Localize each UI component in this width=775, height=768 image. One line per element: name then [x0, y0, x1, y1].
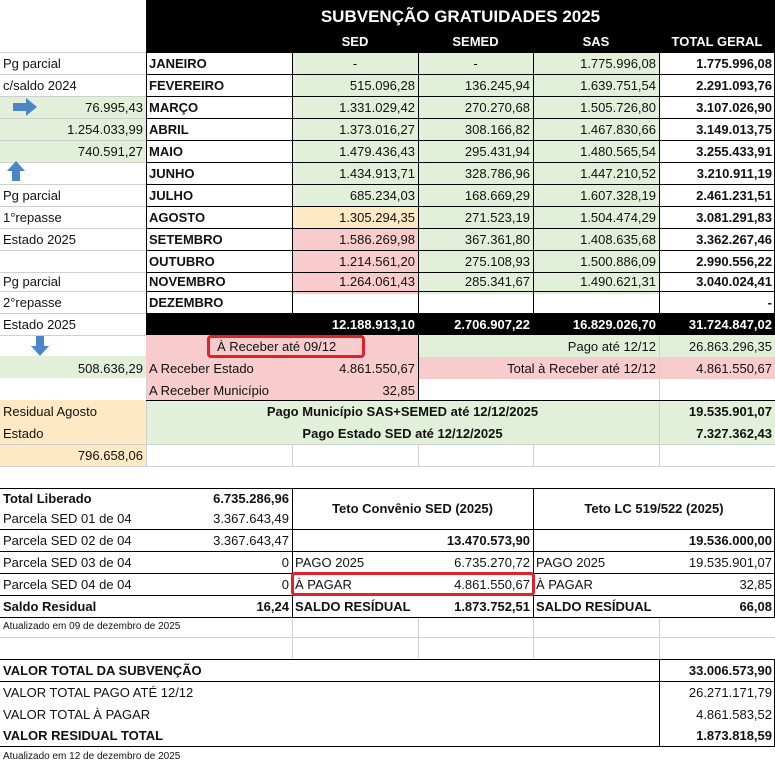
side-note: Pg parcial	[3, 187, 61, 203]
pago-municipio-label: Pago Município SAS+SEMED até 12/12/2025	[266, 403, 539, 419]
month-sed: 1.479.436,43	[339, 143, 415, 159]
col-header-sas: SAS	[582, 33, 610, 49]
month-total: 2.990.556,22	[696, 253, 772, 269]
total-receber-value: 4.861.550,67	[696, 360, 772, 376]
month-sas: 1.480.565,54	[580, 143, 656, 159]
month-sed: 1.331.029,42	[339, 99, 415, 115]
parcela-label: Parcela SED 03 de 04	[3, 554, 132, 570]
month-name: MAIO	[149, 143, 183, 159]
receber-municipio-label: A Receber Município	[149, 382, 269, 398]
month-sed: 1.586.269,98	[339, 231, 415, 247]
total-liberado-label: Total Liberado	[3, 490, 92, 506]
month-semed: 308.166,82	[464, 121, 530, 137]
side-note: 2°repasse	[3, 294, 62, 310]
summary-total-value: 33.006.573,90	[688, 662, 772, 678]
teto-lc-saldo-value: 66,08	[739, 598, 772, 614]
month-sed: 1.264.061,43	[339, 274, 415, 289]
parcela-value: 0	[281, 576, 289, 592]
month-sed: 685.234,03	[349, 187, 415, 203]
teto-sed-apagar-value: 4.861.550,67	[454, 576, 530, 592]
month-sas: 1.639.751,54	[580, 77, 656, 93]
month-sed: 515.096,28	[349, 77, 415, 93]
arrow-down-icon	[30, 335, 50, 357]
teto-sed-pago-label: PAGO 2025	[295, 554, 365, 570]
receber-municipio-value: 32,85	[382, 382, 415, 398]
month-name: DEZEMBRO	[149, 294, 224, 310]
month-total: 1.775.996,08	[696, 55, 772, 71]
month-semed: 367.361,80	[464, 231, 530, 247]
teto-sed-title: Teto Convênio SED (2025)	[332, 501, 493, 516]
month-sas: 1.408.635,68	[580, 231, 656, 247]
side-note: Estado 2025	[3, 316, 77, 332]
month-sas: 1.505.726,80	[580, 99, 656, 115]
teto-sed-value: 13.470.573,90	[446, 532, 530, 548]
teto-lc-apagar-label: À PAGAR	[536, 576, 593, 592]
side-value: 796.658,06	[77, 447, 143, 463]
month-total: -	[767, 294, 772, 310]
month-name: ABRIL	[149, 121, 189, 137]
month-semed: 168.669,29	[464, 187, 530, 203]
summary-pago-label: VALOR TOTAL PAGO ATÉ 12/12	[3, 684, 194, 700]
arrow-right-icon	[12, 97, 38, 117]
receber-label: À Receber até 09/12	[217, 338, 337, 354]
month-name: SETEMBRO	[149, 231, 223, 247]
month-total: 2.461.231,51	[696, 187, 772, 203]
highlight-box	[291, 572, 535, 596]
month-semed: 275.108,93	[464, 253, 530, 269]
month-semed: 295.431,94	[464, 143, 530, 159]
parcela-value: 3.367.643,49	[213, 511, 289, 526]
total-sas: 16.829.026,70	[572, 316, 656, 332]
total-receber-label: Total à Receber até 12/12	[507, 360, 656, 376]
teto-sed-pago-value: 6.735.270,72	[454, 554, 530, 570]
parcela-value: 0	[281, 554, 289, 570]
pago-estado-value: 7.327.362,43	[696, 425, 772, 441]
side-note: Estado 2025	[3, 231, 77, 247]
teto-sed-apagar-label: À PAGAR	[295, 576, 352, 592]
receber-estado-label: A Receber Estado	[149, 360, 254, 376]
month-total: 3.040.024,41	[696, 274, 772, 289]
col-header-total: TOTAL GERAL	[671, 33, 763, 49]
col-header-sed: SED	[341, 33, 369, 49]
month-sas: 1.607.328,19	[580, 187, 656, 203]
summary-residual-label: VALOR RESIDUAL TOTAL	[3, 728, 164, 743]
month-name: OUTUBRO	[149, 253, 215, 269]
month-sas: 1.504.474,29	[580, 209, 656, 225]
updated-note: Atualizado em 09 de dezembro de 2025	[3, 621, 181, 632]
month-semed: 328.786,96	[464, 165, 530, 181]
month-name: JUNHO	[149, 165, 195, 181]
col-header-semed: SEMED	[452, 33, 499, 49]
month-name: MARÇO	[149, 99, 199, 115]
month-sed: 1.434.913,71	[339, 165, 415, 181]
total-sed: 12.188.913,10	[331, 316, 415, 332]
month-sas: 1.500.886,09	[580, 253, 656, 269]
parcela-label: Parcela SED 04 de 04	[3, 576, 132, 592]
arrow-up-icon	[6, 160, 26, 182]
side-note: 1°repasse	[3, 209, 62, 225]
summary-apagar-label: VALOR TOTAL À PAGAR	[3, 706, 151, 722]
total-geral: 31.724.847,02	[688, 316, 772, 332]
month-sas: 1.490.621,31	[580, 274, 656, 289]
side-note: c/saldo 2024	[3, 77, 77, 93]
month-total: 3.255.433,91	[696, 143, 772, 159]
receber-estado-value: 4.861.550,67	[339, 360, 415, 376]
side-note: Pg parcial	[3, 55, 61, 71]
month-semed: 271.523,19	[464, 209, 530, 225]
teto-sed-saldo-value: 1.873.752,51	[454, 598, 530, 614]
teto-lc-apagar-value: 32,85	[739, 576, 772, 592]
summary-apagar-value: 4.861.583,52	[696, 706, 772, 722]
pago-municipio-value: 19.535.901,07	[688, 403, 772, 419]
side-note: Estado	[3, 425, 44, 441]
month-semed: -	[473, 55, 478, 71]
month-total: 3.362.267,46	[696, 231, 772, 247]
side-value: 1.254.033,99	[67, 121, 143, 137]
pago-estado-label: Pago Estado SED até 12/12/2025	[302, 425, 503, 441]
teto-lc-saldo-label: SALDO RESÍDUAL	[536, 598, 652, 614]
month-sas: 1.467.830,66	[580, 121, 656, 137]
saldo-residual-label: Saldo Residual	[3, 598, 97, 614]
teto-sed-saldo-label: SALDO RESÍDUAL	[295, 598, 411, 614]
month-semed	[418, 291, 533, 313]
teto-lc-value: 19.536.000,00	[688, 532, 772, 548]
side-value: 76.995,43	[85, 99, 143, 115]
highlight-box	[207, 335, 365, 358]
pago-label: Pago até 12/12	[567, 338, 656, 354]
month-sed: -	[352, 55, 358, 71]
month-name: JULHO	[149, 187, 194, 203]
total-semed: 2.706.907,22	[454, 316, 530, 332]
month-sas: 1.775.996,08	[580, 55, 656, 71]
month-sed: 1.373.016,27	[339, 121, 415, 137]
side-value: 508.636,29	[77, 360, 143, 376]
teto-lc-pago-label: PAGO 2025	[536, 554, 606, 570]
month-sas: 1.447.210,52	[580, 165, 656, 181]
month-total: 3.210.911,19	[696, 165, 772, 181]
summary-pago-value: 26.271.171,79	[688, 684, 772, 700]
parcela-label: Parcela SED 01 de 04	[3, 511, 132, 526]
parcela-label: Parcela SED 02 de 04	[3, 532, 132, 548]
month-semed: 285.341,67	[464, 274, 530, 289]
month-name: AGOSTO	[149, 209, 206, 225]
saldo-residual-value: 16,24	[256, 598, 289, 614]
month-total: 3.081.291,83	[696, 209, 772, 225]
month-name: FEVEREIRO	[149, 77, 225, 93]
side-note: Residual Agosto	[3, 403, 97, 419]
month-sed: 1.214.561,20	[339, 253, 415, 269]
total-liberado-value: 6.735.286,96	[213, 490, 289, 506]
month-sed	[292, 291, 418, 313]
month-name: JANEIRO	[149, 55, 207, 71]
month-semed: 136.245,94	[464, 77, 530, 93]
month-sas	[533, 291, 659, 313]
pago-value: 26.863.296,35	[688, 338, 772, 354]
month-semed: 270.270,68	[464, 99, 530, 115]
teto-lc-title: Teto LC 519/522 (2025)	[584, 501, 724, 516]
summary-residual-value: 1.873.818,59	[696, 728, 772, 743]
teto-lc-pago-value: 19.535.901,07	[688, 554, 772, 570]
month-total: 3.149.013,75	[696, 121, 772, 137]
month-sed: 1.305.294,35	[339, 209, 415, 225]
side-value: 740.591,27	[77, 143, 143, 159]
parcela-value: 3.367.643,47	[213, 532, 289, 548]
summary-total-label: VALOR TOTAL DA SUBVENÇÃO	[3, 662, 202, 678]
side-note: Pg parcial	[3, 273, 61, 289]
month-name: NOVEMBRO	[149, 274, 226, 289]
page-title: SUBVENÇÃO GRATUIDADES 2025	[320, 6, 601, 26]
month-total: 2.291.093,76	[696, 77, 772, 93]
month-total: 3.107.026,90	[696, 99, 772, 115]
updated-note: Atualizado em 12 de dezembro de 2025	[3, 751, 181, 762]
